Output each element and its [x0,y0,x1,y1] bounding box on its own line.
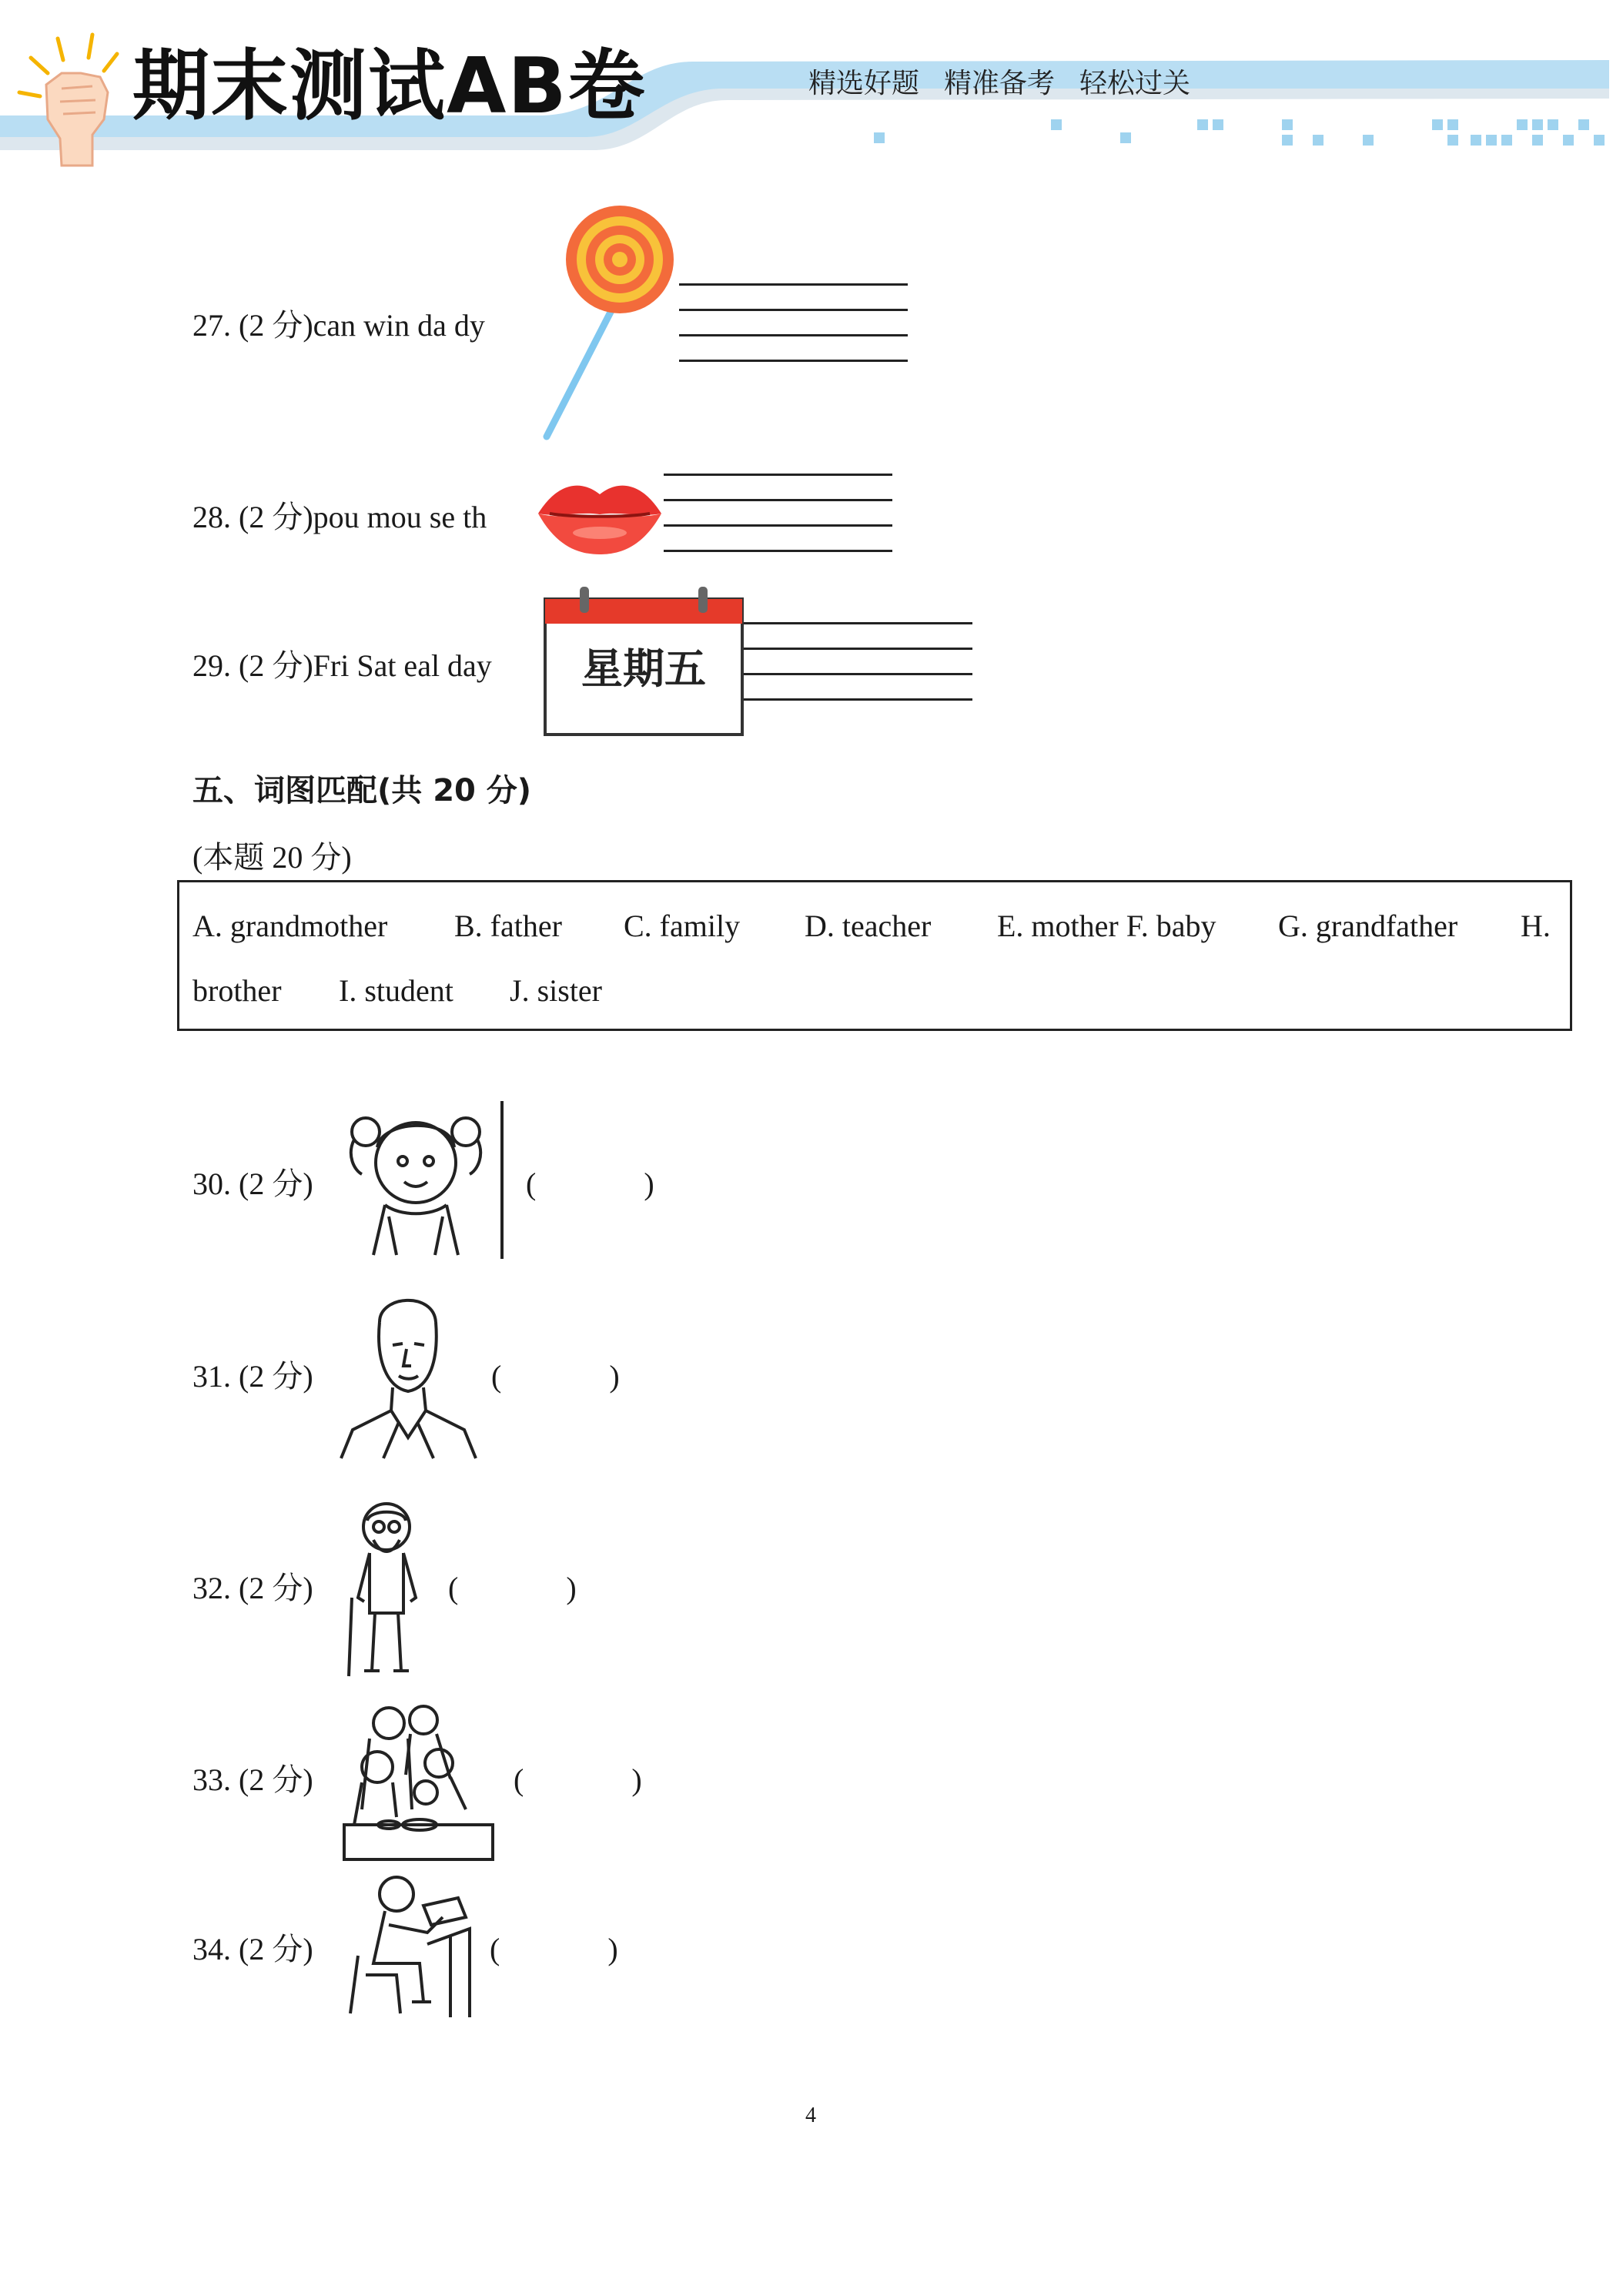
question-score: (2 分) [239,1932,313,1966]
answer-lines-27[interactable] [679,283,908,385]
question-31 [192,1361,313,1392]
answer-lines-28[interactable] [664,474,892,575]
question-28 [192,502,487,533]
slogan-2: 精准备考 [944,68,1056,99]
section-title: 五、词图匹配(共 20 分) [192,773,532,808]
question-letters: Fri Sat eal day [313,648,492,683]
question-number: 27. [192,308,231,343]
question-30 [192,1166,313,1201]
word-b: B. father [454,909,562,943]
word-c: C. family [624,909,741,943]
answer-paren-32[interactable]: ( ) [448,1571,577,1605]
question-number: 31. [192,1359,231,1394]
man-icon [337,1287,480,1461]
question-score: (2 分) [239,1359,313,1394]
question-score: (2 分) [239,1762,313,1797]
answer-paren-33[interactable]: ( ) [514,1762,642,1797]
word-h-cont: brother [192,973,282,1008]
question-number: 34. [192,1932,231,1966]
question-34 [192,1934,313,1965]
word-g: G. grandfather [1278,909,1458,943]
grandfather-icon [343,1498,431,1678]
lips-icon [534,471,665,556]
question-number: 28. [192,500,231,534]
answer-paren-30[interactable]: ( ) [526,1166,654,1201]
calendar-icon [543,585,745,738]
answer-lines-29[interactable] [744,622,972,724]
question-score: (2 分) [239,1166,313,1201]
question-33 [192,1762,313,1797]
question-number: 32. [192,1571,231,1605]
answer-paren-34[interactable]: ( ) [490,1932,618,1966]
lollipop-icon [535,202,674,440]
girl-icon [343,1101,508,1259]
word-i: I. student [339,973,453,1008]
question-27 [192,310,485,341]
family-icon [343,1702,497,1863]
question-letters: pou mou se th [313,500,487,534]
word-d: D. teacher [805,909,932,943]
question-number: 33. [192,1762,231,1797]
slogan-3: 轻松过关 [1079,68,1191,99]
question-score: (2 分) [239,500,313,534]
question-score: (2 分) [239,308,313,343]
word-e-f: E. mother F. baby [997,909,1216,943]
question-number: 30. [192,1166,231,1201]
header-title: 期末测试AB卷 [132,41,647,131]
page-header [0,0,1623,177]
word-a: A. grandmother [192,909,388,943]
section-note: (本题 20 分) [192,840,352,875]
question-32 [192,1573,313,1604]
calendar-label: 星期五 [581,644,706,693]
question-29 [192,648,492,683]
word-bank [177,880,1572,1031]
question-score: (2 分) [239,648,313,683]
student-icon [343,1871,474,2017]
question-score: (2 分) [239,1571,313,1605]
question-letters: can win da dy [313,308,485,343]
question-number: 29. [192,648,231,683]
slogan-1: 精选好题 [808,68,920,99]
word-j: J. sister [510,973,602,1008]
page-number: 4 [805,2104,816,2127]
word-h: H. [1521,909,1551,943]
answer-paren-31[interactable]: ( ) [491,1359,620,1394]
fist-icon [15,31,131,169]
